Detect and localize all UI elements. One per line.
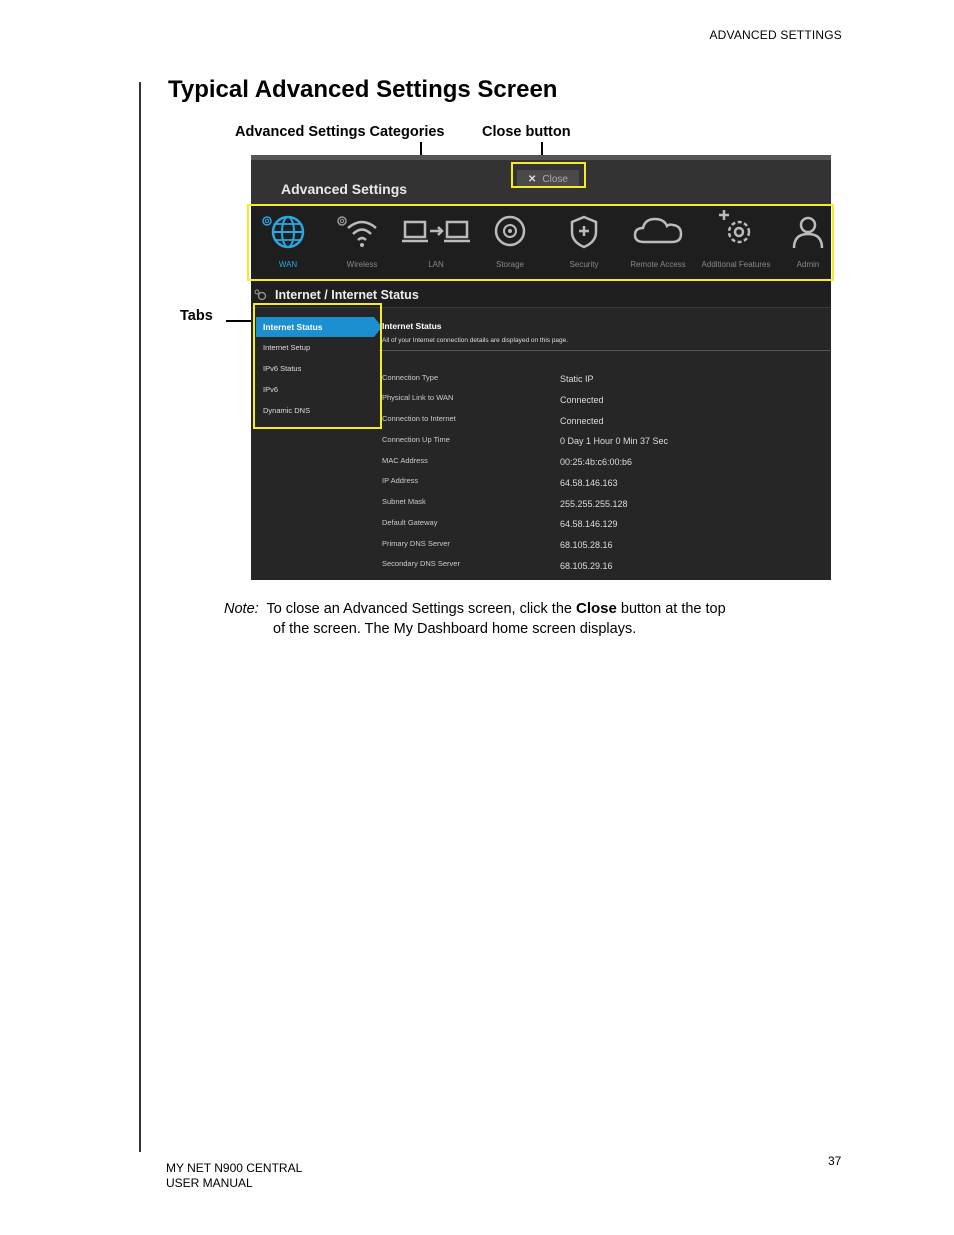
footer-manual-label: USER MANUAL [166,1176,253,1190]
status-value: 64.58.146.163 [560,478,618,488]
status-value: 0 Day 1 Hour 0 Min 37 Sec [560,436,669,446]
tab-dynamic-dns[interactable]: Dynamic DNS [263,406,311,415]
status-label: Physical Link to WAN [382,393,454,402]
status-value: 255.255.255.128 [560,499,628,509]
status-label: MAC Address [382,456,428,465]
page-title: Typical Advanced Settings Screen [168,76,558,103]
callout-leader-tabs [226,320,254,322]
status-value: 00:25:4b:c6:00:b6 [560,457,633,467]
tab-ipv6[interactable]: IPv6 [263,385,279,394]
detail-description: All of your Internet connection details are displayed on this page. [382,337,569,344]
tab-ipv6-status[interactable]: IPv6 Status [263,364,302,373]
running-header: ADVANCED SETTINGS [709,28,842,42]
status-label: Primary DNS Server [382,539,450,548]
margin-rule [139,82,141,1152]
status-value: Connected [560,416,604,426]
footer-product-name: MY NET N900 CENTRAL [166,1161,303,1175]
status-value: 64.58.146.129 [560,519,618,529]
tab-internet-status[interactable]: Internet Status [256,317,374,337]
status-value: Connected [560,395,604,405]
category-label: Admin [796,260,820,269]
category-label: Security [569,260,599,269]
category-label: Storage [495,260,525,269]
status-value: Static IP [560,374,594,384]
note-text-line2: of the screen. The My Dashboard home screen displays. [273,621,637,637]
status-label: IP Address [382,476,419,485]
gear-icon [254,289,268,301]
detail-divider [379,350,831,351]
status-label: Connection Up Time [382,435,450,444]
detail-heading: Internet Status [382,321,442,331]
status-label: Secondary DNS Server [382,559,460,568]
close-icon: ✕ [528,173,537,185]
note-text: button at the top [620,601,726,617]
note-lead: Note: [224,601,259,617]
highlight-close-button [511,162,586,188]
callout-close-button: Close button [482,124,571,140]
callout-tabs: Tabs [180,308,213,324]
status-value: 68.105.29.16 [560,561,613,571]
category-label: Remote Access [630,260,686,269]
note-text: To close an Advanced Settings screen, click the [266,601,572,617]
close-button-label: Close [542,173,568,185]
callout-categories: Advanced Settings Categories [235,124,445,140]
tab-internet-setup[interactable]: Internet Setup [263,343,311,352]
status-label: Connection to Internet [382,414,456,423]
status-label: Connection Type [382,373,439,382]
status-value: 68.105.28.16 [560,540,613,550]
category-label: Wireless [346,260,378,269]
footer-product [166,1161,302,1191]
category-label: Additional Features [701,260,771,269]
category-label: LAN [428,260,444,269]
status-label: Subnet Mask [382,497,426,506]
screen-title: Advanced Settings [281,181,408,197]
note-emphasis: Close [575,600,617,617]
page-number: 37 [828,1154,842,1168]
category-label: WAN [278,260,298,269]
section-title: Internet / Internet Status [275,288,419,302]
status-label: Default Gateway [382,518,438,527]
note [224,599,804,639]
highlight-tabs [253,303,382,429]
highlight-categories [247,204,834,281]
